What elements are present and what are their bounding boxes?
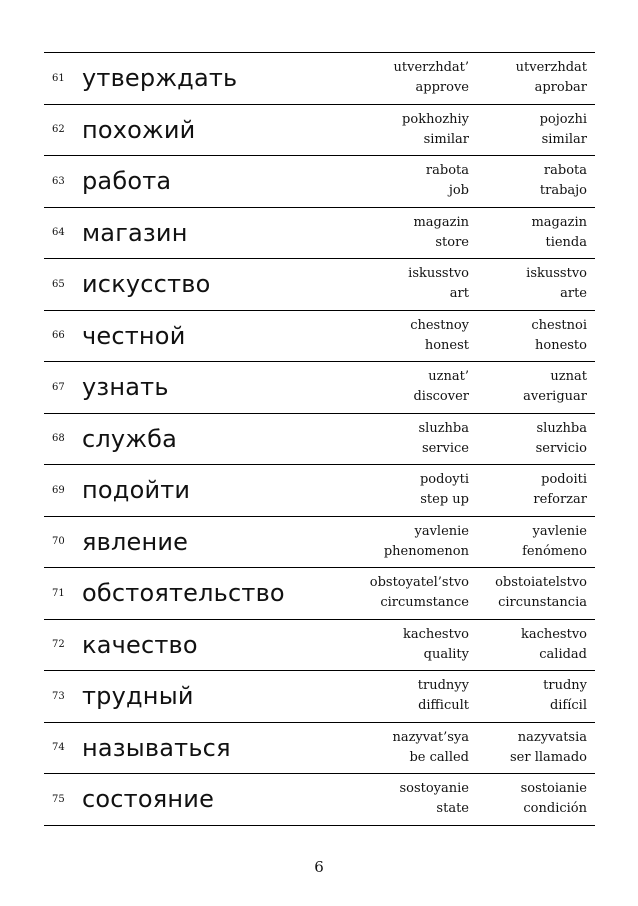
spanish-transliteration: uznat (550, 369, 587, 384)
english-translation: discover (413, 389, 469, 404)
vocab-row (44, 105, 595, 157)
english-transliteration: uznat’ (428, 369, 469, 384)
russian-word: честной (82, 321, 186, 350)
spanish-translation: reforzar (533, 492, 587, 507)
english-column (418, 676, 469, 716)
entry-number: 63 (52, 175, 65, 187)
english-translation: circumstance (380, 595, 469, 610)
vocab-row (44, 723, 595, 775)
english-column (408, 264, 469, 304)
russian-word: качество (82, 630, 198, 659)
spanish-translation: circunstancia (498, 595, 587, 610)
english-transliteration: sostoyanie (399, 781, 469, 796)
entry-number: 75 (52, 793, 65, 805)
vocab-row (44, 671, 595, 723)
russian-word: служба (82, 424, 178, 453)
english-translation: state (436, 801, 469, 816)
english-transliteration: kachestvo (402, 626, 469, 642)
spanish-transliteration: obstoiatelstvo (495, 575, 587, 590)
entry-number: 67 (52, 381, 65, 393)
russian-word: трудный (82, 682, 194, 711)
spanish-translation: condición (523, 801, 587, 816)
russian-word: похожий (82, 115, 196, 144)
vocab-row (44, 311, 595, 363)
english-column (419, 419, 470, 459)
vocab-row (44, 362, 595, 414)
page-number: 6 (314, 858, 324, 876)
entry-number: 61 (52, 72, 65, 84)
entry-number: 68 (52, 433, 65, 445)
spanish-column (495, 573, 587, 613)
english-transliteration: trudnyy (417, 678, 469, 693)
english-translation: approve (415, 80, 469, 95)
spanish-column (523, 367, 587, 407)
entry-number: 74 (52, 742, 65, 754)
spanish-transliteration: utverzhdat (515, 60, 587, 75)
english-translation: honest (424, 337, 469, 353)
spanish-transliteration: pojozhi (539, 111, 587, 127)
spanish-translation: averiguar (523, 389, 587, 404)
english-column (410, 316, 469, 356)
spanish-column (531, 213, 587, 253)
spanish-column (516, 58, 587, 98)
english-translation: quality (423, 646, 469, 662)
english-transliteration: yavlenie (414, 523, 469, 539)
spanish-translation: difícil (549, 698, 587, 713)
english-column (420, 470, 469, 510)
spanish-translation: similar (541, 131, 587, 147)
english-translation: job (448, 183, 469, 198)
entry-number: 72 (52, 639, 65, 651)
spanish-translation: trabajo (539, 183, 587, 198)
english-column (392, 728, 469, 768)
russian-word: подойти (82, 476, 191, 505)
english-transliteration: rabota (425, 163, 469, 178)
vocab-row (44, 156, 595, 208)
english-translation: art (449, 286, 469, 301)
spanish-column (540, 110, 587, 150)
entry-number: 65 (52, 278, 65, 290)
spanish-transliteration: podoiti (541, 472, 587, 487)
spanish-translation: fenómeno (522, 543, 587, 559)
english-transliteration: iskusstvo (408, 266, 469, 281)
entry-number: 73 (52, 690, 65, 702)
spanish-translation: arte (560, 286, 587, 301)
entry-number: 71 (52, 587, 65, 599)
spanish-transliteration: trudny (543, 678, 587, 693)
english-transliteration: pokhozhiy (402, 111, 469, 127)
vocab-row (44, 414, 595, 466)
russian-word: узнать (82, 373, 169, 402)
entry-number: 62 (52, 124, 65, 136)
entry-number: 69 (52, 484, 65, 496)
spanish-column (540, 161, 587, 201)
english-transliteration: nazyvat’sya (392, 729, 469, 745)
spanish-transliteration: nazyvatsia (517, 729, 587, 745)
english-transliteration: utverzhdat’ (393, 60, 469, 75)
english-column (403, 625, 469, 665)
russian-word: магазин (82, 218, 188, 247)
russian-word: явление (82, 527, 189, 556)
english-column (426, 161, 469, 201)
english-transliteration: obstoyatel’stvo (369, 575, 469, 590)
vocab-row (44, 620, 595, 672)
entry-number: 66 (52, 330, 65, 342)
spanish-transliteration: iskusstvo (526, 266, 587, 281)
russian-word: утверждать (82, 64, 238, 93)
english-translation: similar (423, 131, 469, 147)
english-translation: store (435, 234, 469, 250)
english-column (413, 367, 469, 407)
english-translation: step up (420, 492, 469, 507)
english-column (384, 522, 469, 562)
english-transliteration: podoyti (419, 472, 469, 487)
spanish-transliteration: rabota (543, 163, 587, 178)
spanish-column (531, 316, 587, 356)
russian-word: называться (82, 733, 231, 762)
spanish-translation: honesto (535, 337, 587, 353)
spanish-translation: ser llamado (509, 749, 587, 765)
english-transliteration: sluzhba (418, 420, 469, 436)
spanish-transliteration: magazin (531, 214, 587, 230)
vocab-row (44, 465, 595, 517)
spanish-transliteration: chestnoi (531, 317, 587, 333)
english-translation: difficult (418, 698, 469, 713)
english-column (370, 573, 469, 613)
vocabulary-table (44, 52, 595, 826)
spanish-transliteration: sluzhba (536, 420, 587, 436)
english-column (413, 213, 469, 253)
vocab-row (44, 517, 595, 569)
vocab-row (44, 774, 595, 826)
vocab-row (44, 568, 595, 620)
english-translation: phenomenon (383, 543, 469, 559)
english-translation: service (421, 440, 469, 456)
spanish-transliteration: kachestvo (520, 626, 587, 642)
english-transliteration: chestnoy (410, 317, 469, 333)
spanish-column (543, 676, 587, 716)
entry-number: 70 (52, 536, 65, 548)
spanish-column (522, 522, 587, 562)
english-column (402, 110, 469, 150)
russian-word: состояние (82, 785, 215, 814)
english-column (399, 779, 469, 819)
spanish-column (521, 779, 587, 819)
spanish-translation: servicio (535, 440, 587, 456)
spanish-translation: aprobar (534, 80, 587, 95)
russian-word: искусство (82, 270, 211, 299)
spanish-translation: tienda (545, 234, 587, 250)
vocab-row (44, 259, 595, 311)
english-column (394, 58, 470, 98)
spanish-translation: calidad (539, 646, 587, 662)
spanish-column (521, 625, 587, 665)
spanish-column (510, 728, 587, 768)
vocab-row (44, 53, 595, 105)
spanish-column (526, 264, 587, 304)
spanish-transliteration: yavlenie (532, 523, 587, 539)
russian-word: обстоятельство (82, 579, 285, 608)
english-transliteration: magazin (413, 214, 469, 230)
english-translation: be called (409, 749, 469, 765)
spanish-transliteration: sostoianie (520, 781, 587, 796)
entry-number: 64 (52, 227, 65, 239)
vocab-row (44, 208, 595, 260)
spanish-column (533, 470, 587, 510)
russian-word: работа (82, 167, 172, 196)
spanish-column (536, 419, 587, 459)
